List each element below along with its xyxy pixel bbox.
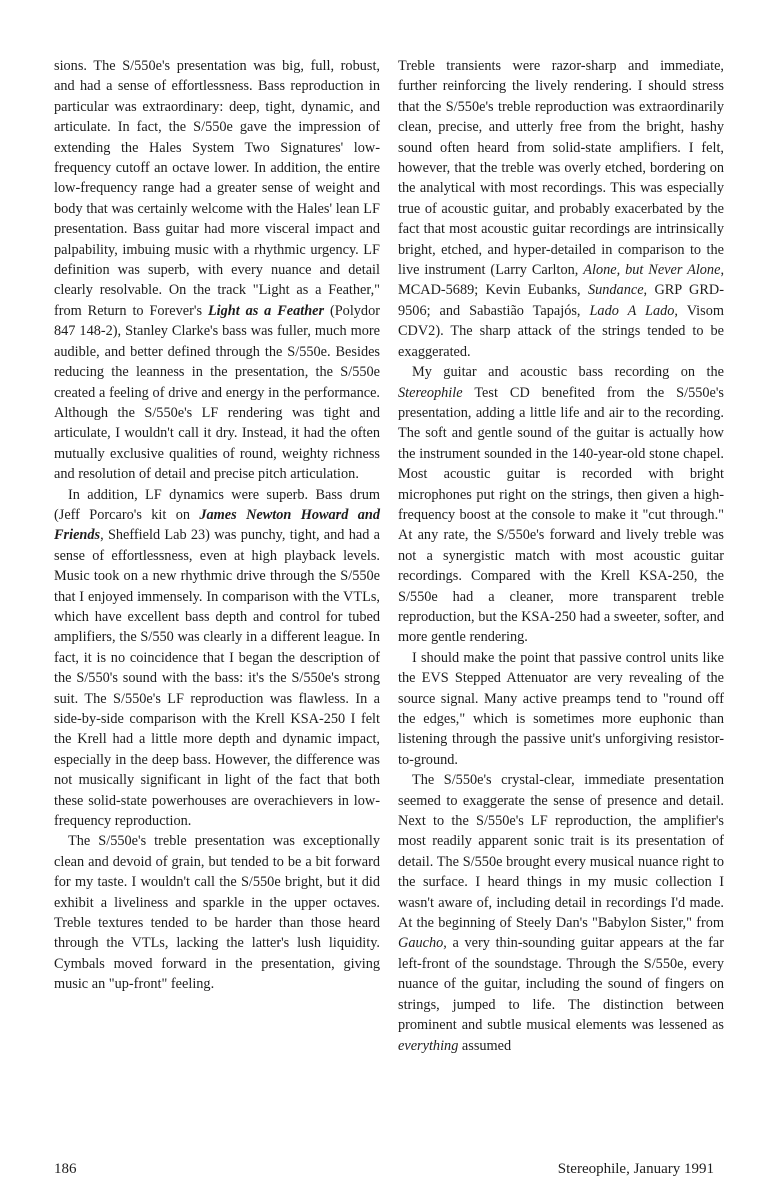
text-run: The S/550e's crystal-clear, immediate presentation seemed to exaggerate the sense of presence and detail. Next to the S/550e's LF reproduction, the amplifier's most readily apparent sonic trait is its presentation of detail. The S/550e brought every musical nuance right to the surface. I heard things in my music collection I wasn't aware of, including detail in recordings I'd made. At the beginning of Steely Dan's "Babylon Sister," from: [398, 772, 724, 932]
right-paragraph-2: [398, 362, 724, 648]
text-run: , MCAD-5689; Kevin Eubanks,: [398, 262, 725, 299]
magazine-title: Stereophile: [398, 384, 463, 401]
text-run: assumed: [458, 1037, 512, 1054]
right-column: [398, 56, 724, 1056]
text-run: My guitar and acoustic bass recording on the: [412, 364, 724, 381]
text-run: , Sheffield Lab 23) was punchy, tight, and had a sense of effortlessness, even at high playback levels. Music took on a new rhythmic drive through the S/550e that I enjoyed immensely. In comparison with the VTLs, which have excellent bass depth and control for tubed amplifiers, the S/550 was clearly in a different league. In fact, it is no coincidence that I began the description of the S/550's sound with the bass: it's the S/550e's strong suit. The S/550e's LF reproduction was flawless. In a side-by-side comparison with the Krell KSA-250 I felt the Krell had a little more depth and dynamic impact, especially in the deep bass. However, the difference was not musically significant in light of the fact that both these solid-state powerhouses are overachievers in low-frequency reproduction.: [54, 527, 380, 830]
right-paragraph-1: [398, 56, 724, 362]
text-run: , a very thin-sounding guitar appears at the far left-front of the soundstage. Through the S/550e, every nuance of the guitar, including the sound of fingers on strings, jumped to life. The distinction between prominent and subtle musical elements was lessened as: [398, 935, 724, 1034]
album-title: Sundance: [587, 282, 644, 299]
text-run: In addition, LF dynamics were superb. Bass drum (Jeff Porcaro's kit on: [54, 486, 380, 523]
album-title: Light as a Feather: [207, 302, 325, 319]
left-column: [54, 56, 380, 995]
emphasis-word: everything: [398, 1037, 459, 1054]
running-footer: Stereophile, January 1991: [557, 1161, 714, 1177]
text-run: , GRP GRD-9506; and Sabastião Tapajós,: [398, 282, 724, 319]
left-paragraph-3: The S/550e's treble presentation was exceptionally clean and devoid of grain, but tended to be a bit forward for my taste. I wouldn't call the S/550e bright, but it did exhibit a liveliness and sparkle in the upper octaves. Treble textures tended to be harder than those heard through the VTLs, lacking the latter's lush liquidity. Cymbals moved forward in the presentation, giving music an "up-front" feeling.: [54, 833, 380, 993]
text-run: , Visom CDV2). The sharp attack of the strings tended to be exaggerated.: [398, 302, 724, 360]
right-paragraph-4: [398, 770, 724, 1056]
left-paragraph-1: [54, 56, 380, 485]
left-paragraph-2: [54, 485, 380, 832]
text-run: sions. The S/550e's presentation was big, full, robust, and had a sense of effortlessness. Bass reproduction in particular was extraordinary: deep, tight, dynamic, and articulate. In fact, the S/550e gave the impression of extending the Hales System Two Signatures' low-frequency cutoff an octave lower. In addition, the entire low-frequency range had a greater sense of weight and body that was certainly welcome with the Hales' lean LF presentation. Bass guitar had more visceral impact and palpability, imbuing music with a rhythmic urgency. LF definition was superb, with every nuance and detail clearly resolvable. On the track "Light as a Feather," from Return to Forever's: [54, 58, 380, 319]
text-run: (Polydor 847 148-2), Stanley Clarke's bass was fuller, much more audible, and better defined through the S/550e. Besides reducing the leanness in the presentation, the S/550e created a feeling of drive and energy in the performance. Although the S/550e's LF rendering was tight and articulate, I wouldn't call it dry. Instead, it had the often mutually exclusive qualities of round, weighty richness and resolution of detail and precise pitch articulation.: [54, 302, 380, 483]
page-number: 186: [54, 1161, 77, 1177]
album-title: Gaucho: [398, 935, 444, 952]
right-paragraph-3: I should make the point that passive control units like the EVS Stepped Attenuator are very revealing of the source signal. Many active preamps tend to "round off the edges," which is sometimes more euphonic than listening through the passive unit's unforgiving resistor-to-ground.: [398, 649, 724, 768]
album-title: Alone, but Never Alone: [583, 262, 721, 279]
text-run: Test CD benefited from the S/550e's presentation, adding a little life and air to the recording. The soft and gentle sound of the guitar is actually how the instrument sounded in the 140-year-old stone chapel. Most acoustic guitar is recorded with bright microphones put right on the strings, then given a high-frequency boost at the console to make it "cut through." At any rate, the S/550e's forward and lively treble was not a synergistic match with most acoustic guitar recordings. Compared with the Krell KSA-250, the S/550e had a cleaner, more transparent treble reproduction, but the KSA-250 had a sweeter, softer, and more gentle rendering.: [398, 384, 724, 646]
album-title: Lado A Lado: [589, 302, 675, 319]
text-run: Treble transients were razor-sharp and immediate, further reinforcing the lively rendering. I should stress that the S/550e's treble reproduction was extraordinarily clean, precise, and utterly free from the bright, hashy sound often heard from solid-state amplifiers. I felt, however, that the treble was overly etched, bordering on the analytical with most recordings. This was especially true of acoustic guitar, and probably exacerbated by the fact that most acoustic guitar recordings are intrinsically bright, etched, and hyper-detailed in comparison to the live instrument (Larry Carlton,: [398, 58, 724, 279]
album-title: James Newton Howard and Friends: [54, 506, 380, 544]
